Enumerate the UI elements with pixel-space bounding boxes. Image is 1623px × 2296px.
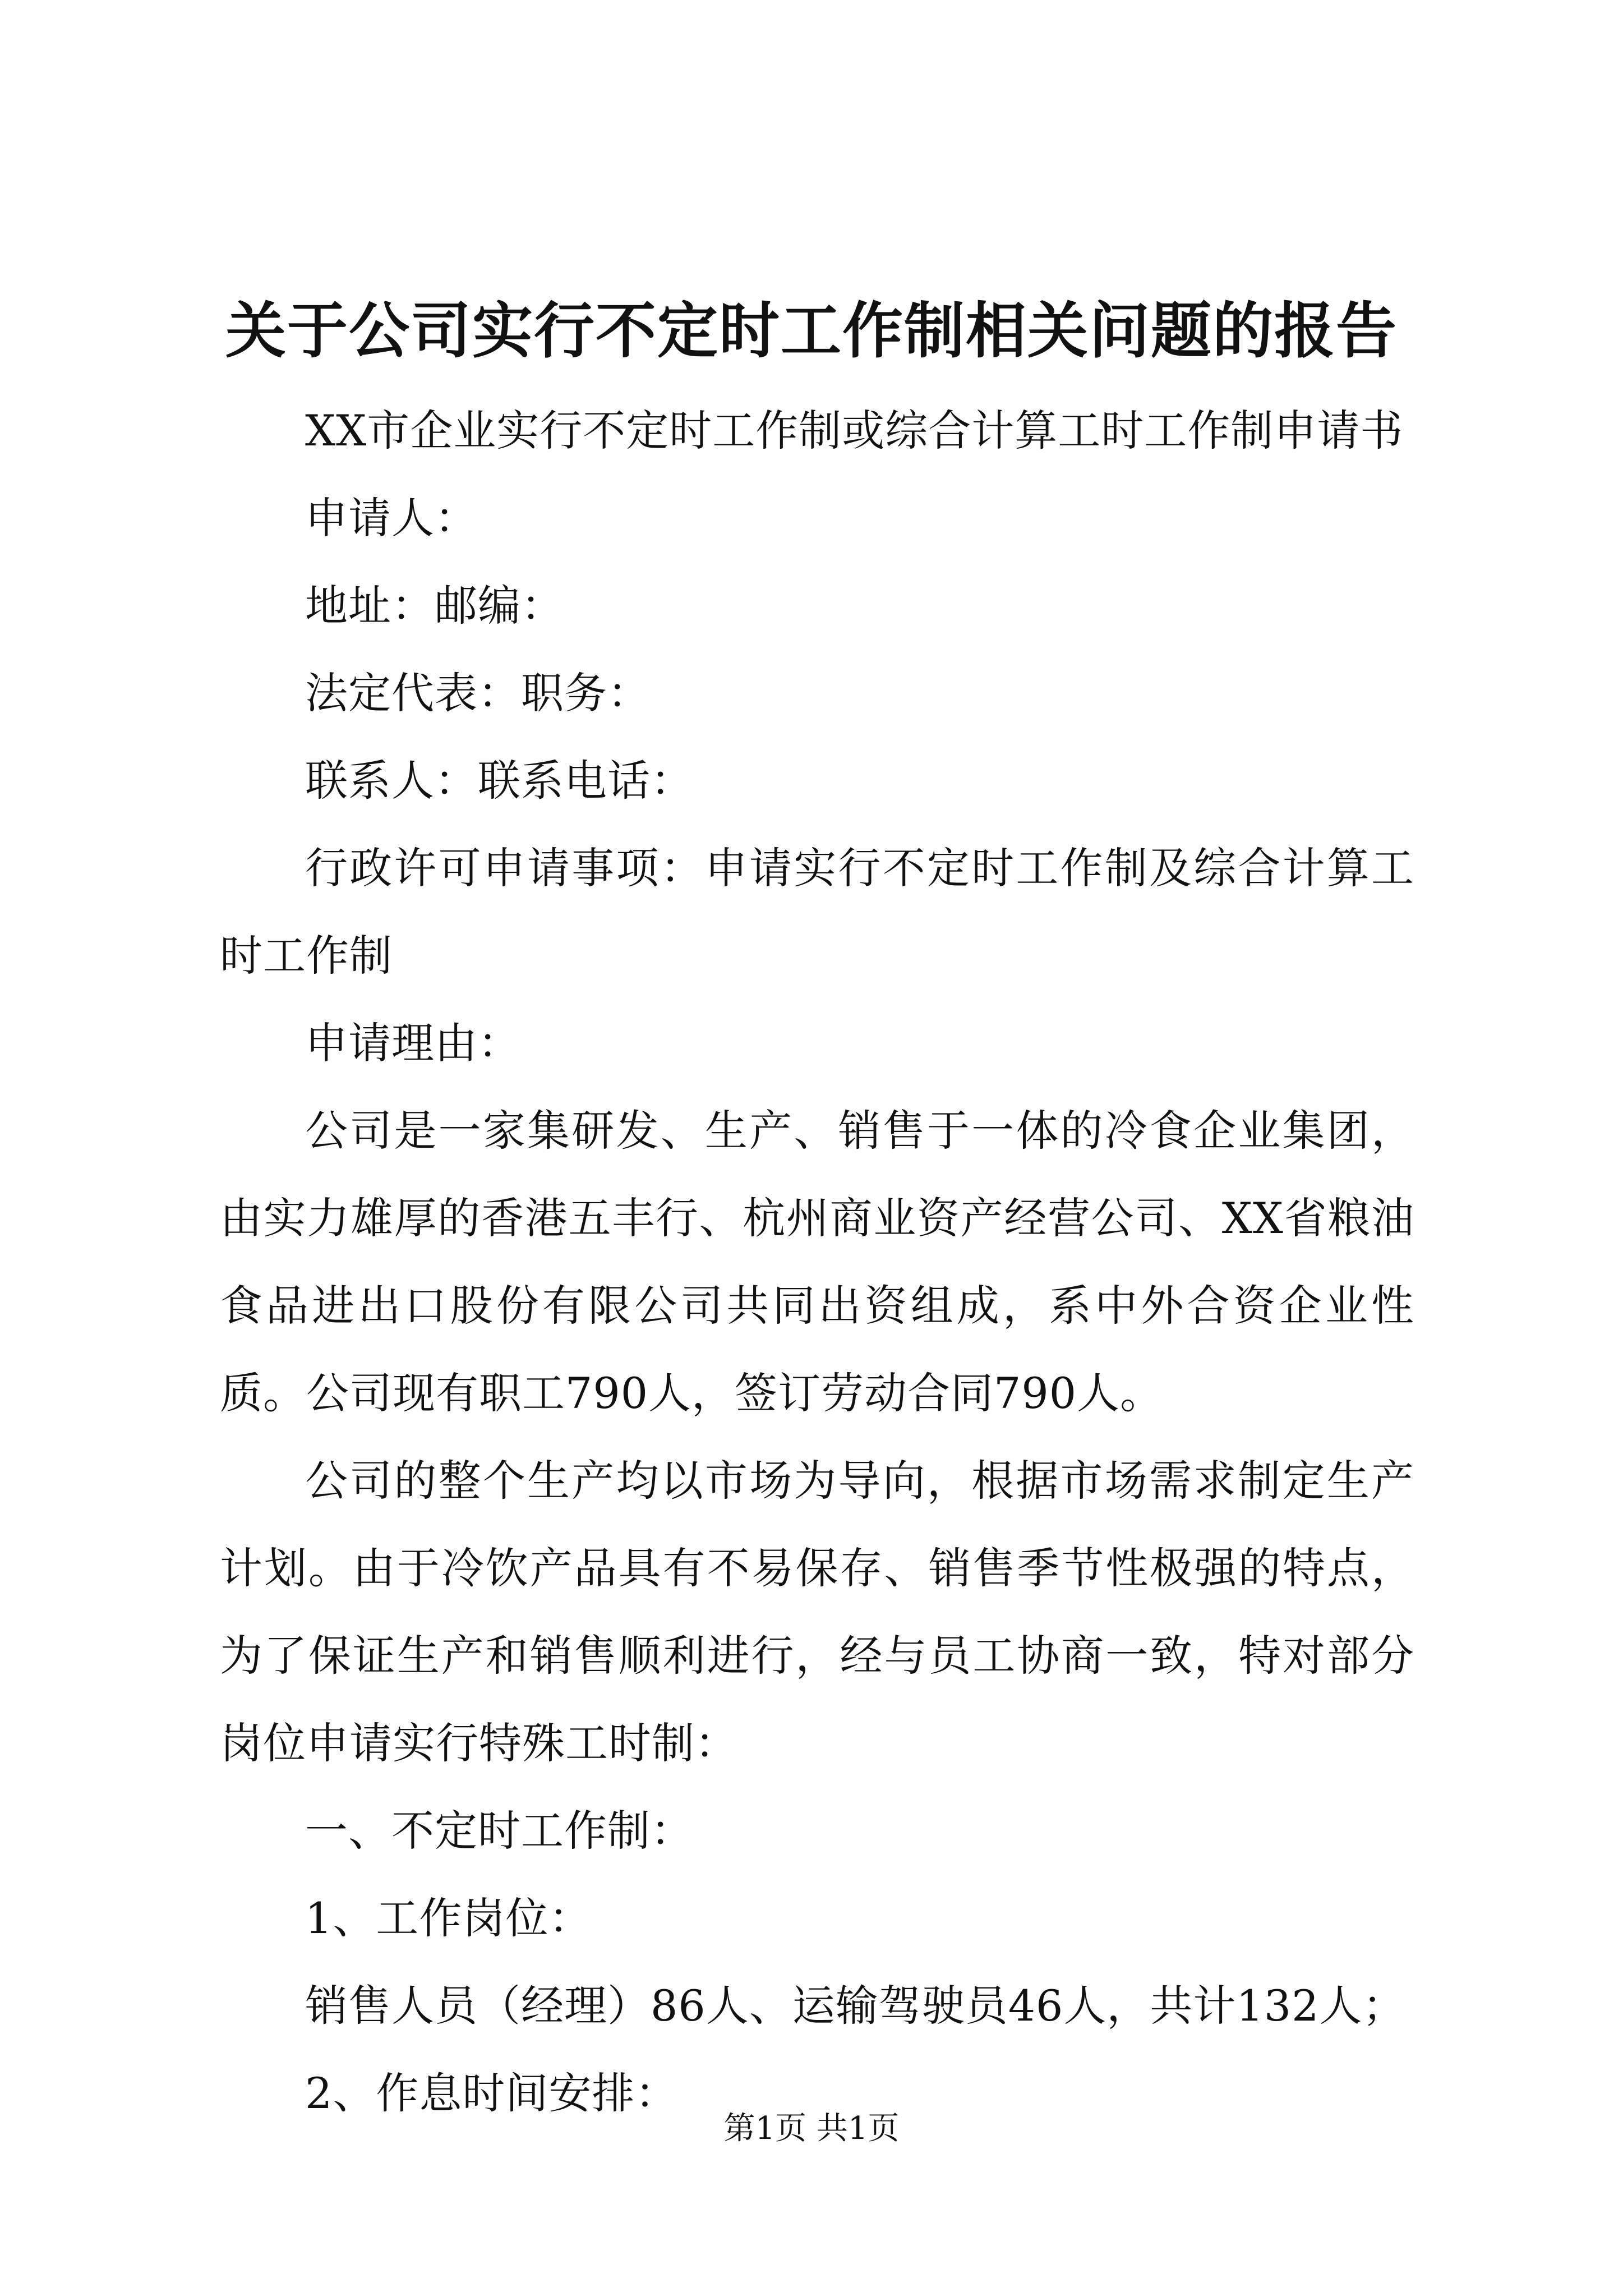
- paragraph-schedule: 2、作息时间安排：: [305, 2068, 679, 2118]
- paragraph-production: 公司的整个生产均以市场为导向，根据市场需求制定生产计划。由于冷饮产品具有不易保存、销售季节性极强的特点，为了保证生产和销售顺利进行，经与员工协商一致，特对部分岗位申请实行特殊工时制：: [220, 1456, 1414, 1768]
- page-footer: 第1页 共1页: [723, 2110, 900, 2147]
- paragraph-applicant: 申请人：: [305, 493, 478, 543]
- paragraph-staff-count: 销售人员（经理）86人、运输驾驶员46人，共计132人；: [305, 1981, 1406, 2031]
- paragraph-application-heading: XX市企业实行不定时工作制或综合计算工时工作制申请书: [305, 406, 1404, 455]
- document-body: [220, 387, 1414, 2137]
- paragraph-address: 地址：邮编：: [305, 581, 564, 631]
- paragraph-work-posts: 1、工作岗位：: [305, 1893, 592, 1943]
- paragraph-permit-item: 行政许可申请事项：申请实行不定时工作制及综合计算工时工作制: [220, 843, 1414, 981]
- paragraph-section-one: 一、不定时工作制：: [305, 1806, 694, 1856]
- paragraph-contact: 联系人：联系电话：: [305, 756, 694, 806]
- paragraph-reason-heading: 申请理由：: [305, 1018, 521, 1068]
- paragraph-company-intro: 公司是一家集研发、生产、销售于一体的冷食企业集团，由实力雄厚的香港五丰行、杭州商业资产经营公司、XX省粮油食品进出口股份有限公司共同出资组成，系中外合资企业性质。公司现有职工790人，签订劳动合同790人。: [220, 1106, 1414, 1418]
- document-title: 关于公司实行不定时工作制相关问题的报告: [225, 296, 1398, 366]
- paragraph-legal-representative: 法定代表：职务：: [305, 668, 651, 718]
